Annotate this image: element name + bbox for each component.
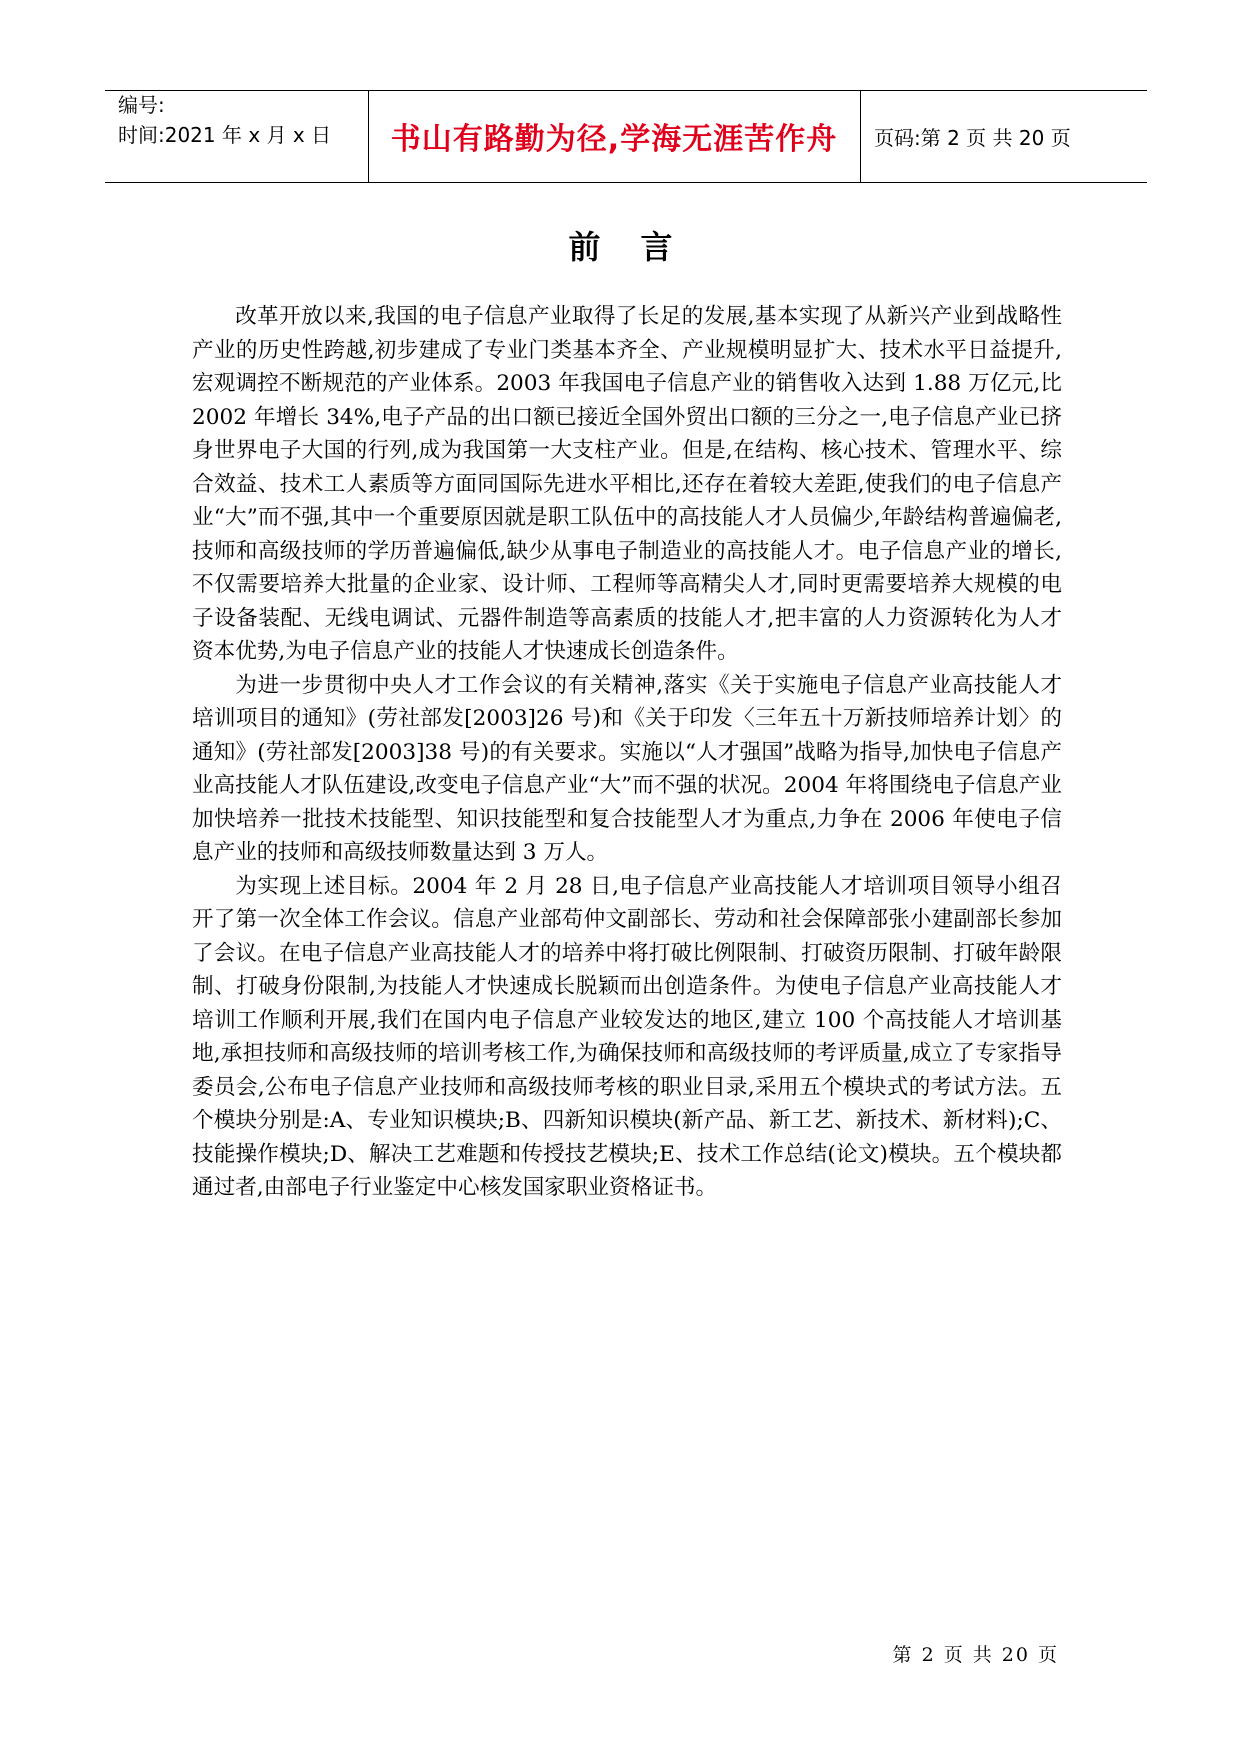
document-time-label: 时间:2021 年 x 月 x 日 [118,123,332,147]
body-text [192,300,1062,1205]
header-motto: 书山有路勤为径,学海无涯苦作舟 [390,122,838,157]
page-footer: 第 2 页 共 20 页 [892,1644,1059,1666]
page-title: 前言 [568,228,713,266]
header-bottom-rule [105,182,1147,183]
paragraph: 为实现上述目标。2004 年 2 月 28 日,电子信息产业高技能人才培训项目领导小组召开了第一次全体工作会议。信息产业部苟仲文副部长、劳动和社会保障部张小建副部长参加了会议。在电子信息产业高技能人才的培养中将打破比例限制、打破资历限制、打破年龄限制、打破身份限制,为技能人才快速成长脱颖而出创造条件。为使电子信息产业高技能人才培训工作顺利开展,我们在国内电子信息产业较发达的地区,建立 100 个高技能人才培训基地,承担技师和高级技师的培训考核工作,为确保技师和高级技师的考评质量,成立了专家指导委员会,公布电子信息产业技师和高级技师考核的职业目录,采用五个模块式的考试方法。五个模块分别是:A、专业知识模块;B、四新知识模块(新产品、新工艺、新技术、新材料);C、技能操作模块;D、解决工艺难题和传授技艺模块;E、技术工作总结(论文)模块。五个模块都通过者,由部电子行业鉴定中心核发国家职业资格证书。 [192,873,1062,1200]
document-number-label: 编号: [118,93,165,117]
paragraph: 为进一步贯彻中央人才工作会议的有关精神,落实《关于实施电子信息产业高技能人才培训项目的通知》(劳社部发[2003]26 号)和《关于印发〈三年五十万新技师培养计划〉的通知》(劳社部发[2003]38 号)的有关要求。实施以“人才强国”战略为指导,加快电子信息产业高技能人才队伍建设,改变电子信息产业“大”而不强的状况。2004 年将围绕电子信息产业加快培养一批技术技能型、知识技能型和复合技能型人才为重点,力争在 2006 年使电子信息产业的技师和高级技师数量达到 3 万人。 [192,672,1062,865]
header-divider-left [368,90,369,182]
header-divider-right [860,90,861,182]
paragraph: 改革开放以来,我国的电子信息产业取得了长足的发展,基本实现了从新兴产业到战略性产业的历史性跨越,初步建成了专业门类基本齐全、产业规模明显扩大、技术水平日益提升,宏观调控不断规范的产业体系。2003 年我国电子信息产业的销售收入达到 1.88 万亿元,比 2002 年增长 34%,电子产品的出口额已接近全国外贸出口额的三分之一,电子信息产业已挤身世界电子大国的行列,成为我国第一大支柱产业。但是,在结构、核心技术、管理水平、综合效益、技术工人素质等方面同国际先进水平相比,还存在着较大差距,使我们的电子信息产业“大”而不强,其中一个重要原因就是职工队伍中的高技能人才人员偏少,年龄结构普遍偏老,技师和高级技师的学历普遍偏低,缺少从事电子制造业的高技能人才。电子信息产业的增长,不仅需要培养大批量的企业家、设计师、工程师等高精尖人才,同时更需要培养大规模的电子设备装配、无线电调试、元器件制造等高素质的技能人才,把丰富的人力资源转化为人才资本优势,为电子信息产业的技能人才快速成长创造条件。 [192,304,1062,664]
header-page-label: 页码:第 2 页 共 20 页 [874,125,1071,150]
header-meta [118,90,366,150]
